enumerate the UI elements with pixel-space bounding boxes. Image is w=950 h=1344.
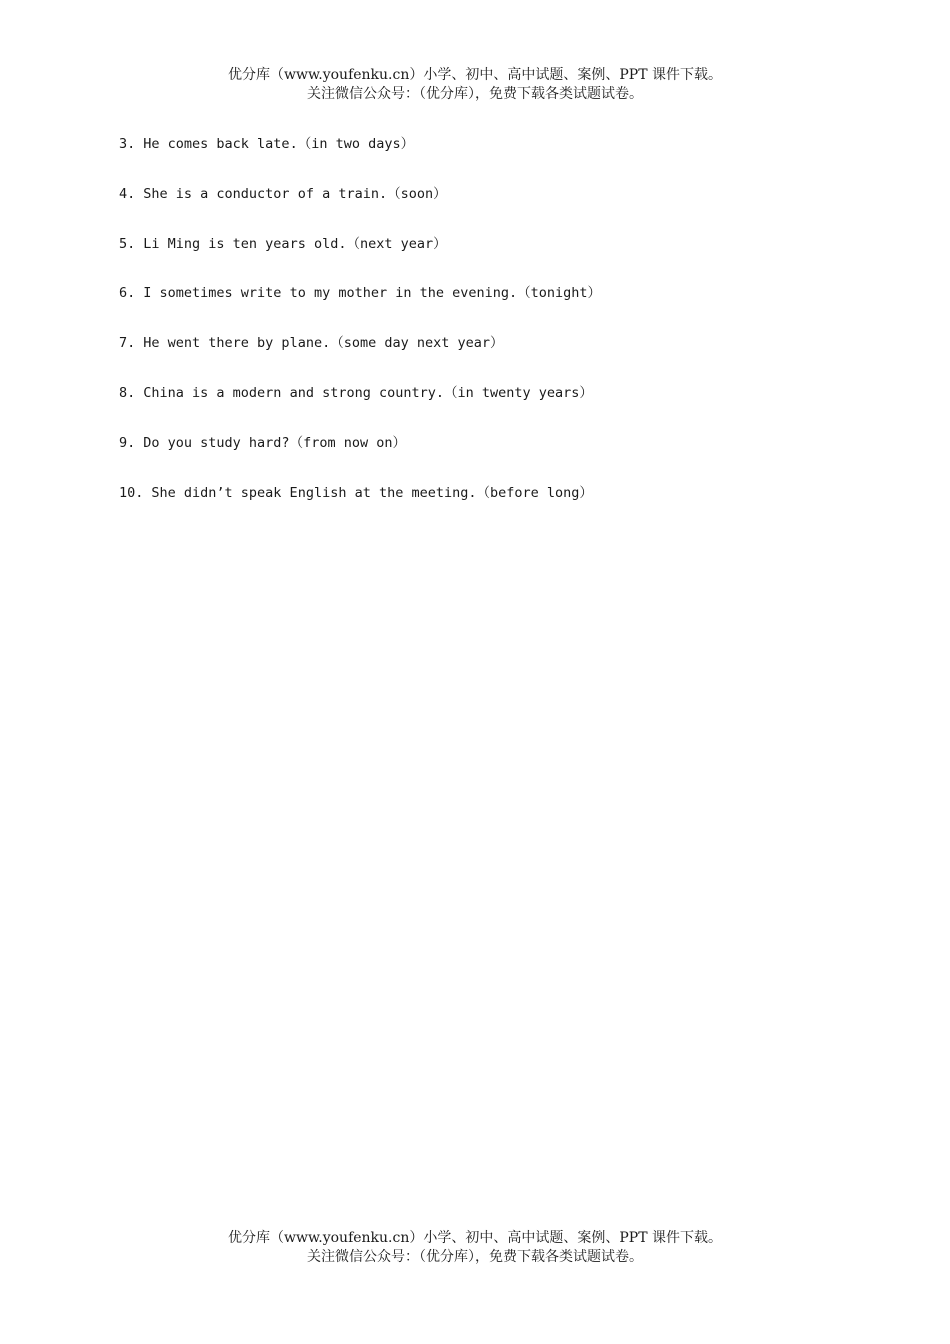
- question-text: She didn’t speak English at the meeting.（before long）: [151, 484, 593, 501]
- footer-line-2: 关注微信公众号：（优分库），免费下载各类试题试卷。: [307, 1249, 643, 1265]
- question-number: 10.: [119, 484, 144, 501]
- question-item: [119, 134, 601, 184]
- question-number: 8.: [119, 384, 136, 401]
- page-header: [0, 66, 950, 104]
- question-text: China is a modern and strong country.（in twenty years）: [143, 384, 593, 401]
- question-item: [119, 433, 601, 483]
- question-number: 3.: [119, 136, 136, 152]
- question-item: [119, 184, 601, 234]
- question-list: [119, 134, 601, 532]
- question-text: Li Ming is ten years old.（next year）: [143, 235, 447, 252]
- question-text: He comes back late.（in two days）: [143, 136, 415, 152]
- header-line-1: 优分库（www.youfenku.cn）小学、初中、高中试题、案例、PPT 课件下载。: [227, 67, 722, 83]
- header-line-2: 关注微信公众号：（优分库），免费下载各类试题试卷。: [307, 86, 643, 102]
- question-text: He went there by plane.（some day next year）: [143, 335, 504, 352]
- question-number: 9.: [119, 434, 136, 451]
- footer-line-1: 优分库（www.youfenku.cn）小学、初中、高中试题、案例、PPT 课件下载。: [227, 1230, 722, 1246]
- question-number: 7.: [119, 335, 136, 352]
- question-item: [119, 234, 601, 284]
- page-footer: [0, 1229, 950, 1267]
- question-number: 5.: [119, 235, 136, 252]
- question-item: [119, 483, 601, 533]
- question-number: 6.: [119, 285, 136, 302]
- question-text: I sometimes write to my mother in the evening.（tonight）: [143, 285, 602, 302]
- question-number: 4.: [119, 185, 136, 202]
- question-item: [119, 333, 601, 383]
- question-text: She is a conductor of a train.（soon）: [143, 185, 447, 202]
- question-text: Do you study hard?（from now on）: [143, 434, 406, 451]
- question-item: [119, 383, 601, 433]
- question-item: [119, 283, 601, 333]
